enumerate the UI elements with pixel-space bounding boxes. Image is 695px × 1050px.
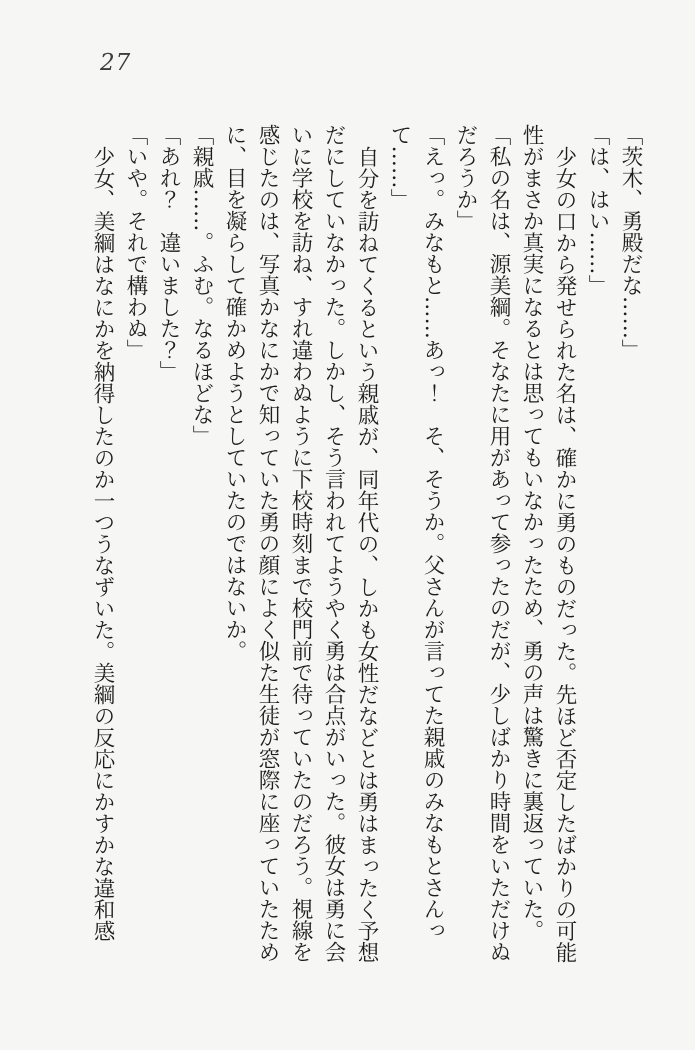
narrative-paragraph: 少女、美綱はなにかを納得したのか一つうなずいた。美綱の反応にかすかな違和感 [90,145,115,941]
dialogue-line: 「私の名は、源美綱。そなたに用があって参ったのだが、少しばかり時間をいただけぬだろうか」 [453,124,511,963]
dialogue-line: 「いや。それで構わぬ」 [123,124,148,361]
dialogue-line: 「えっ。みなもと……あっ！ そ、そうか。父さんが言ってた親戚のみなもとさんって……」 [387,124,445,941]
dialogue-line: 「あれ？ 違いました？」 [156,124,181,382]
page-number: 27 [100,50,132,76]
dialogue-line: 「茨木、勇殿だな……」 [618,124,643,361]
narrative-paragraph: 少女の口から発せられた名は、確かに勇のものだった。先ほど否定したばかりの可能性がまさか真実になるとは思ってもいなかったため、勇の声は驚きに裏返っていた。 [519,124,577,963]
dialogue-line: 「親戚……。ふむ。なるほどな」 [189,124,214,447]
narrative-paragraph: 自分を訪ねてくるという親戚が、同年代の、しかも女性だなどとは勇はまったく予想だにしていなかった。しかし、そう言われてようやく勇は合点がいった。彼女は勇に会いに学校を訪ね、すれ違わぬように下校時刻まで校門前で待っていたのだろう。視線を感じたのは、写真かなにかで知っていた勇の顔によく似た生徒が窓際に座っていたために、目を凝らして確かめようとしていたのではないか。 [222,124,379,963]
page-text [86,124,647,969]
dialogue-line: 「は、はい……」 [585,124,610,296]
